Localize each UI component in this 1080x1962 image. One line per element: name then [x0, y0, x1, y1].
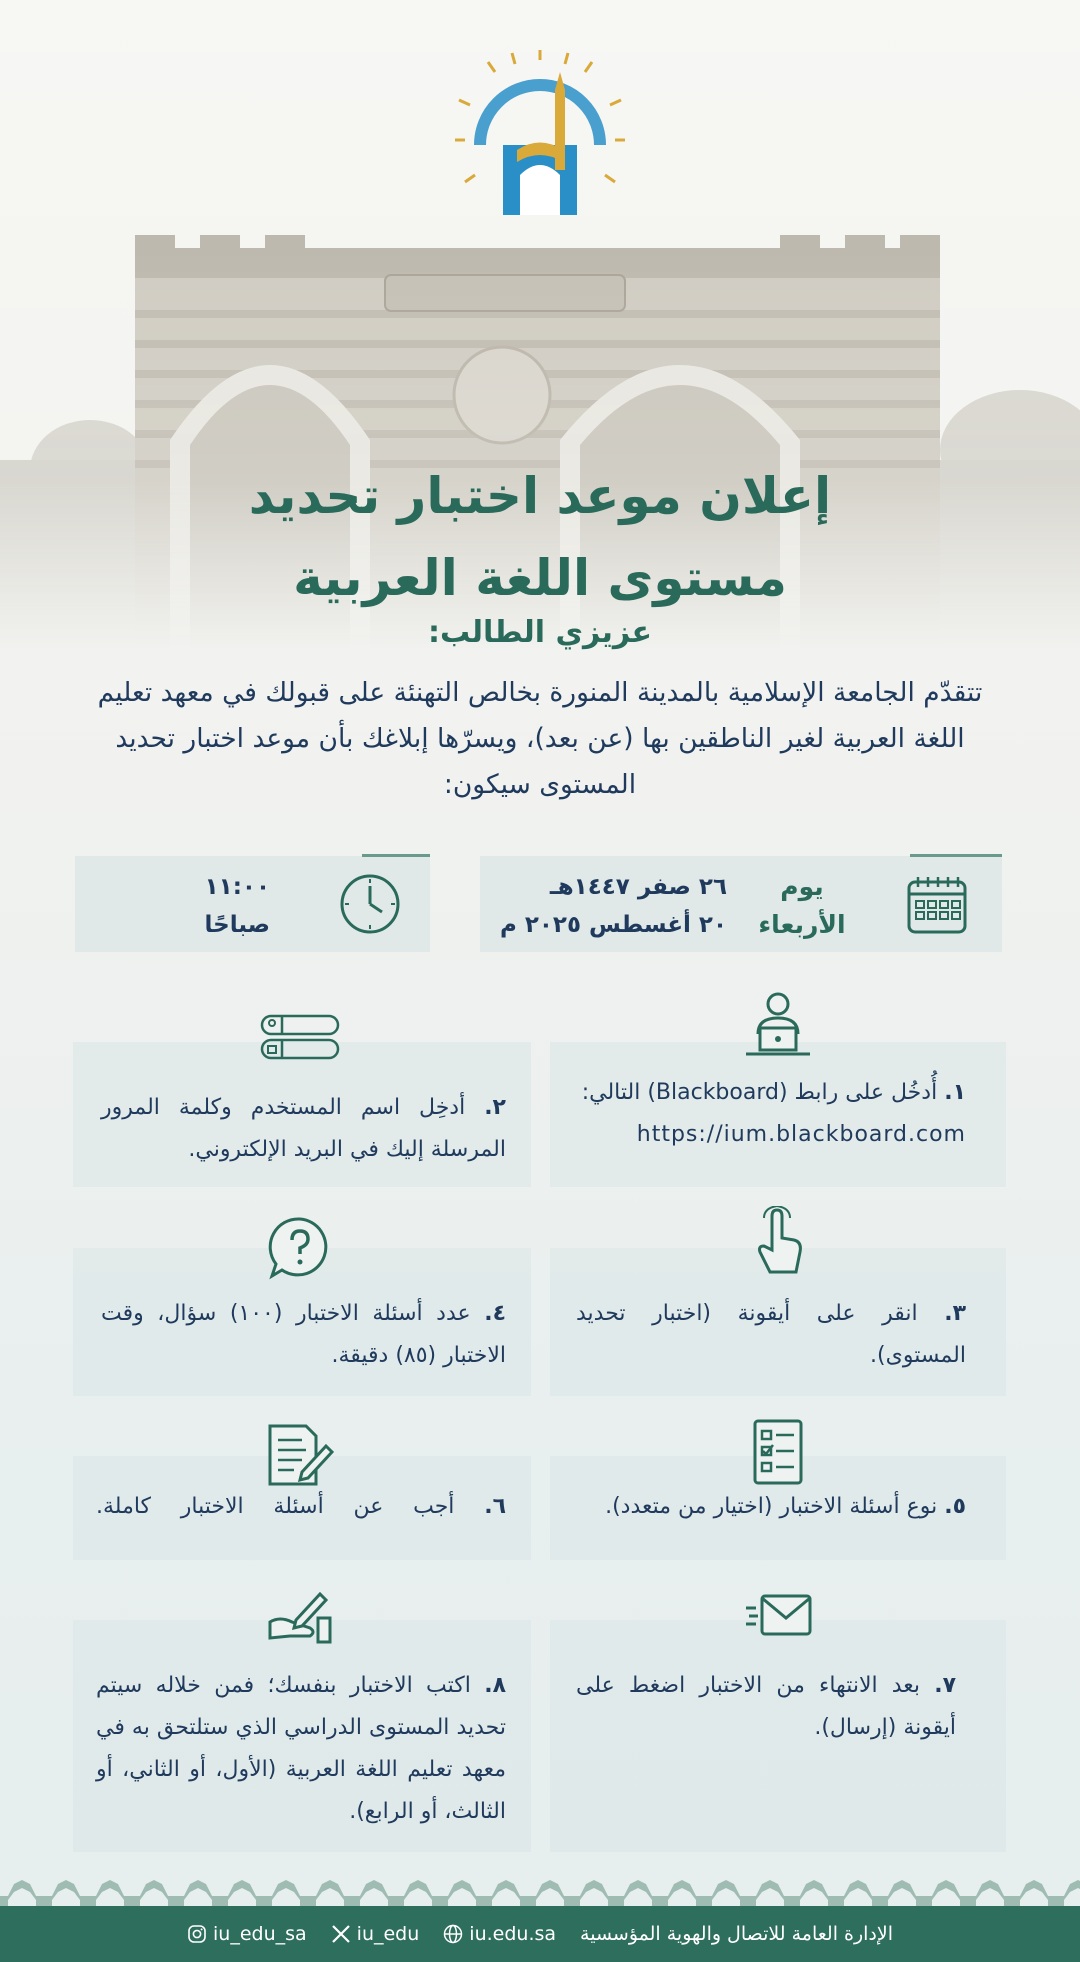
- checklist-icon: [752, 1418, 804, 1486]
- envelope-send-icon: [744, 1592, 814, 1638]
- hijri-date: ٢٦ صفر ١٤٤٧هـ: [549, 874, 727, 900]
- step-8-text: [96, 1665, 506, 1833]
- step-1-text: [576, 1072, 966, 1156]
- step-6-label: أجب عن أسئلة الاختبار كاملة.: [96, 1494, 455, 1519]
- time-values: [110, 868, 270, 944]
- page-title: [0, 455, 1080, 619]
- date-card-accent: [910, 854, 1002, 857]
- instagram-icon: [187, 1924, 207, 1944]
- step-6-number: ٦.: [484, 1494, 506, 1519]
- footer-x-account[interactable]: [331, 1923, 420, 1945]
- title-line-2: مستوى اللغة العربية: [293, 549, 787, 607]
- x-logo-icon: [331, 1924, 351, 1944]
- step-5-label: نوع أسئلة الاختبار (اختيار من متعدد).: [605, 1494, 938, 1519]
- day-label: [752, 868, 852, 944]
- step-3-number: ٣.: [944, 1301, 966, 1326]
- footer-bar: [0, 1906, 1080, 1962]
- step-6-text: [96, 1486, 506, 1528]
- day-word: يوم: [780, 872, 824, 901]
- document-pen-icon: [266, 1422, 334, 1488]
- footer-organization: الإدارة العامة للاتصال والهوية المؤسسية: [580, 1923, 893, 1945]
- step-5-number: ٥.: [944, 1494, 966, 1519]
- footer-x-text: iu_edu: [356, 1923, 420, 1945]
- step-2-label: أدخِل اسم المستخدم وكلمة المرور المرسلة إليك في البريد الإلكتروني.: [101, 1095, 506, 1162]
- hand-writing-icon: [266, 1592, 334, 1644]
- step-4-label: عدد أسئلة الاختبار (١٠٠) سؤال، وقت الاختبار (٨٥) دقيقة.: [101, 1301, 506, 1368]
- step-7-text: [576, 1665, 956, 1749]
- time-card-accent: [362, 854, 430, 857]
- step-card-8: [73, 1620, 531, 1852]
- globe-icon: [443, 1924, 463, 1944]
- date-values: [497, 868, 727, 944]
- footer-instagram-text: iu_edu_sa: [213, 1923, 307, 1945]
- step-8-number: ٨.: [484, 1673, 506, 1698]
- step-card-1: [550, 1042, 1006, 1187]
- question-bubble-icon: [268, 1216, 332, 1280]
- step-1-label: أُدخُل على رابط (Blackboard) التالي:: [581, 1080, 938, 1105]
- laptop-user-icon: [742, 990, 814, 1062]
- title-line-1: إعلان موعد اختبار تحديد: [248, 467, 832, 525]
- footer-website-text: iu.edu.sa: [469, 1923, 557, 1945]
- clock-icon: [338, 872, 402, 936]
- footer-website[interactable]: [443, 1923, 556, 1945]
- footer-instagram-account[interactable]: [187, 1923, 307, 1945]
- step-5-text: [576, 1486, 966, 1528]
- step-2-number: ٢.: [484, 1095, 506, 1120]
- step-7-number: ٧.: [934, 1673, 956, 1698]
- step-8-label: اكتب الاختبار بنفسك؛ فمن خلاله سيتم تحديد المستوى الدراسي الذي ستلتحق به في معهد تعليم اللغة العربية (الأول، أو الثاني، أو الثالث، أو الرابع).: [96, 1673, 506, 1824]
- step-3-text: [576, 1293, 966, 1377]
- calendar-icon: [906, 874, 968, 936]
- footer-ornament: [0, 1880, 1080, 1908]
- university-logo-icon: [455, 50, 625, 220]
- step-card-7: [550, 1620, 1006, 1852]
- day-name: الأربعاء: [758, 910, 846, 939]
- date-card: [480, 856, 1002, 952]
- step-2-text: [101, 1087, 506, 1171]
- step-3-label: انقر على أيقونة (اختبار تحديد المستوى).: [576, 1301, 966, 1368]
- gregorian-date: ٢٠ أغسطس ٢٠٢٥ م: [499, 912, 727, 938]
- step-card-2: [73, 1042, 531, 1187]
- time-period: صباحًا: [204, 912, 270, 938]
- time-value: ١١:٠٠: [204, 874, 270, 900]
- blackboard-link[interactable]: https://ium.blackboard.com: [636, 1122, 966, 1147]
- login-fields-icon: [260, 1014, 340, 1060]
- greeting-row: [0, 615, 1080, 650]
- tap-hand-icon: [752, 1206, 806, 1278]
- step-7-label: بعد الانتهاء من الاختبار اضغط على أيقونة (إرسال).: [576, 1673, 956, 1740]
- step-4-number: ٤.: [484, 1301, 506, 1326]
- intro-paragraph: تتقدّم الجامعة الإسلامية بالمدينة المنورة بخالص التهنئة على قبولك في معهد تعليم اللغة العربية لغير الناطقين بها (عن بعد)، ويسرّها إبلاغك بأن موعد اختبار تحديد المستوى سيكون:: [97, 677, 983, 800]
- step-4-text: [101, 1293, 506, 1377]
- greeting-text: عزيزي الطالب:: [427, 615, 653, 650]
- step-1-number: ١.: [944, 1080, 966, 1105]
- time-card: [75, 856, 430, 952]
